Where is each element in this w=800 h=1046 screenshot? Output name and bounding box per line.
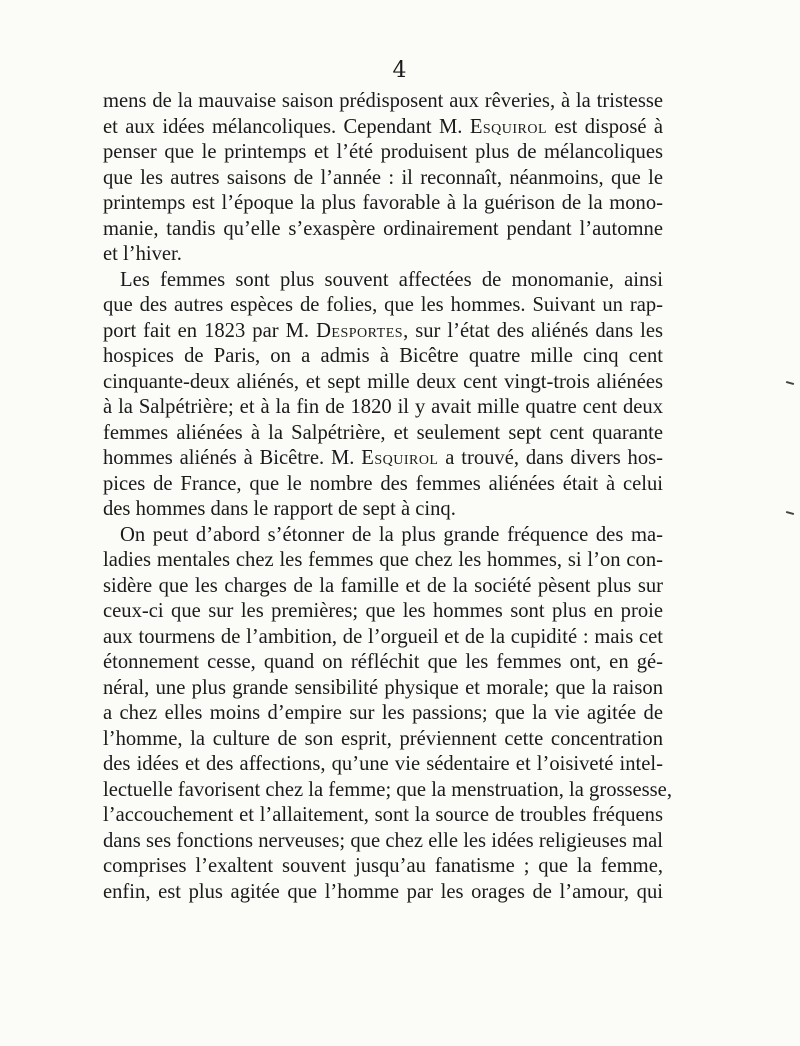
text-line: Les femmes sont plus souvent affectées de monomanie, ainsi xyxy=(120,268,663,291)
text-line: et l’hiver. xyxy=(103,243,182,265)
text-line: On peut d’abord s’étonner de la plus grande fréquence des ma- xyxy=(120,523,663,546)
text-line: aux tourmens de l’ambition, de l’orgueil et de la cupidité : mais cet xyxy=(103,625,663,648)
margin-mark xyxy=(786,511,794,515)
text-line: printemps est l’époque la plus favorable à la guérison de la mono- xyxy=(103,192,663,214)
author-name: Esquirol xyxy=(361,447,439,469)
text-line: à la Salpétrière; et à la fin de 1820 il y avait mille quatre cent deux xyxy=(103,396,663,418)
text-line: mens de la mauvaise saison prédisposent aux rêveries, à la tristesse xyxy=(103,90,663,112)
text-line: l’homme, la culture de son esprit, préviennent cette concentration xyxy=(103,727,663,750)
text-line: des idées et des affections, qu’une vie sédentaire et l’oisiveté intel- xyxy=(103,753,663,775)
text-line: a chez elles moins d’empire sur les passions; que la vie agitée de xyxy=(103,702,663,724)
page-number: 4 xyxy=(392,58,408,83)
text-line: des hommes dans le rapport de sept à cinq. xyxy=(103,498,456,520)
text-line: hommes aliénés à Bicêtre. M. Esquirol a trouvé, dans divers hos- xyxy=(103,447,663,469)
text-line: lectuelle favorisent chez la femme; que la menstruation, la grossesse, xyxy=(103,778,672,801)
text-line: comprises l’exaltent souvent jusqu’au fanatisme ; que la femme, xyxy=(103,855,663,877)
text-line: femmes aliénées à la Salpétrière, et seulement sept cent quarante xyxy=(103,421,663,444)
text-line: dans ses fonctions nerveuses; que chez elle les idées religieuses mal xyxy=(103,829,663,852)
text-line: pices de France, que le nombre des femmes aliénées était à celui xyxy=(103,472,663,495)
text-line: cinquante-deux aliénés, et sept mille deux cent vingt-trois aliénées xyxy=(103,370,663,393)
text-line: néral, une plus grande sensibilité physique et morale; que la raison xyxy=(103,676,663,699)
text-line: et aux idées mélancoliques. Cependant M. Esquirol est disposé à xyxy=(103,115,663,138)
text-line: enfin, est plus agitée que l’homme par les orages de l’amour, qui xyxy=(103,880,663,903)
margin-mark xyxy=(786,381,794,385)
text-line: que les autres saisons de l’année : il reconnaît, néanmoins, que le xyxy=(103,166,663,189)
text-line: sidère que les charges de la famille et de la société pèsent plus sur xyxy=(103,574,663,597)
author-name: Desportes xyxy=(316,319,404,342)
text-line: que des autres espèces de folies, que les hommes. Suivant un rap- xyxy=(103,294,663,316)
text-line: manie, tandis qu’elle s’exaspère ordinairement pendant l’automne xyxy=(103,217,663,240)
text-line: l’accouchement et l’allaitement, sont la source de troubles fréquens xyxy=(103,804,663,826)
body-text xyxy=(103,89,672,905)
text-line: penser que le printemps et l’été produisent plus de mélancoliques xyxy=(103,141,663,163)
text-line: port fait en 1823 par M. Desportes, sur l’état des aliénés dans les xyxy=(103,319,663,342)
text-line: ceux-ci que sur les premières; que les hommes sont plus en proie xyxy=(103,600,663,622)
text-line: étonnement cesse, quand on réfléchit que les femmes ont, en gé- xyxy=(103,651,663,673)
author-name: Esquirol xyxy=(469,115,548,138)
text-line: hospices de Paris, on a admis à Bicêtre quatre mille cinq cent xyxy=(103,345,663,367)
text-line: ladies mentales chez les femmes que chez les hommes, si l’on con- xyxy=(103,549,663,571)
